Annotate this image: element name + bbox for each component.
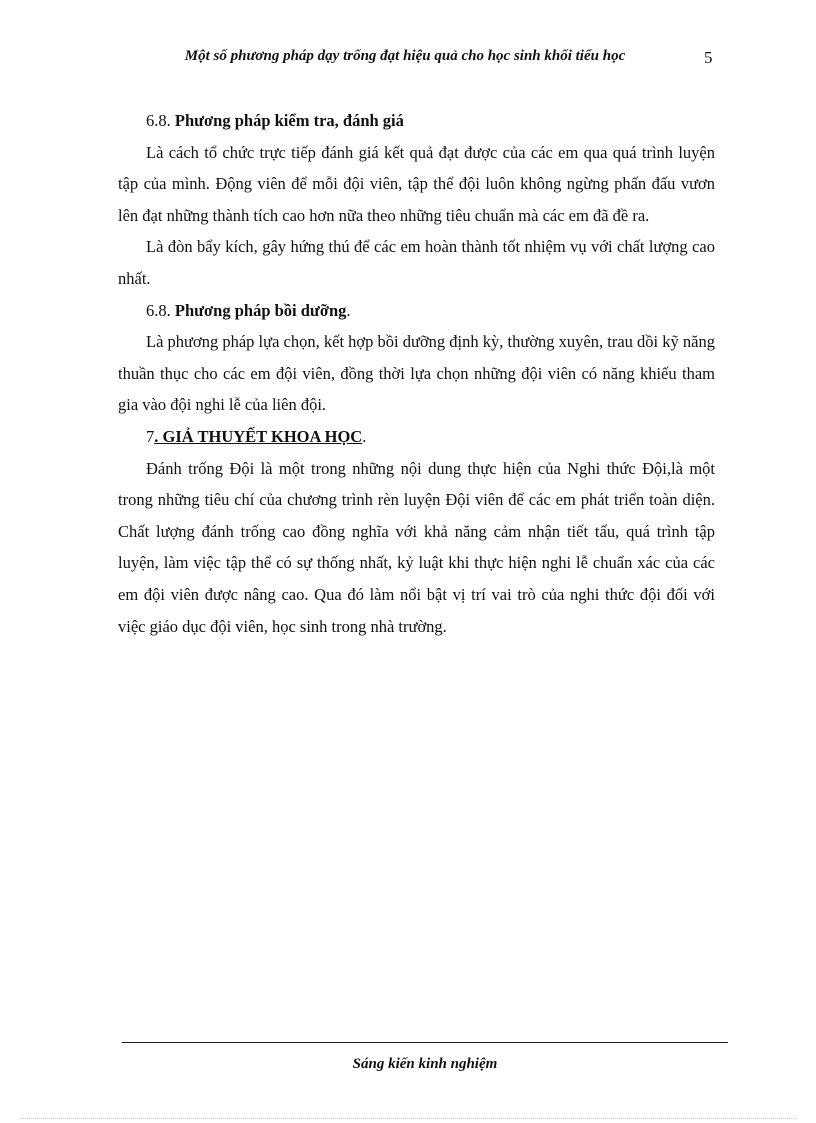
paragraph: Là phương pháp lựa chọn, kết hợp bồi dưỡng định kỳ, thường xuyên, trau dồi kỹ năng thuần thục cho các em đội viên, đồng thời lựa chọn những đội viên có năng khiếu tham gia vào đội nghi lễ của liên đội. <box>118 332 715 415</box>
section-number: 6.8. <box>146 300 171 320</box>
section-heading-assessment <box>118 105 715 137</box>
section-heading-hypothesis <box>118 421 715 453</box>
section-number: 6.8. <box>146 111 171 130</box>
paragraph: Đánh trống Đội là một trong những nội dung thực hiện của Nghi thức Đội,là một trong những tiêu chí của chương trình rèn luyện Đội viên để các em phát triển toàn diện. Chất lượng đánh trống cao đồng nghĩa với khả năng cảm nhận tiết tấu, quá trình tập luyện, làm việc tập thể có sự thống nhất, kỷ luật khi thực hiện nghi lễ chuẩn xác của các em đội viên được nâng cao. Qua đó làm nổi bật vị trí vai trò của nghi thức đội đối với việc giáo dục đội viên, học sinh trong nhà trường. <box>118 458 715 636</box>
page-edge-divider <box>20 1118 796 1119</box>
section-heading-training <box>118 295 715 327</box>
document-body <box>118 105 715 642</box>
section-title: Phương pháp kiểm tra, đánh giá <box>174 111 404 130</box>
paragraph: Là đòn bẩy kích, gây hứng thú để các em hoàn thành tốt nhiệm vụ với chất lượng cao nhất. <box>118 237 715 288</box>
paragraph: Là cách tổ chức trực tiếp đánh giá kết quả đạt được của các em qua quá trình luyện tập của mình. Động viên để mỗi đội viên, tập thể đội luôn không ngừng phấn đấu vươn lên đạt những thành tích cao hơn nữa theo những tiêu chuẩn mà các em đã đề ra. <box>118 142 715 225</box>
section-title-suffix: . <box>362 426 367 446</box>
section-title: . GIẢ THUYẾT KHOA HỌC <box>154 426 363 446</box>
document-title: Một số phương pháp dạy trống đạt hiệu quả cho học sinh khối tiểu học <box>184 48 626 64</box>
section-title: Phương pháp bồi dưỡng <box>174 300 347 320</box>
page-number: 5 <box>704 48 713 67</box>
footer-divider <box>122 1042 728 1043</box>
footer-text: Sáng kiến kinh nghiệm <box>352 1056 498 1072</box>
section-title-suffix: . <box>346 300 351 320</box>
section-number: 7 <box>146 426 155 446</box>
page-header <box>0 48 816 72</box>
